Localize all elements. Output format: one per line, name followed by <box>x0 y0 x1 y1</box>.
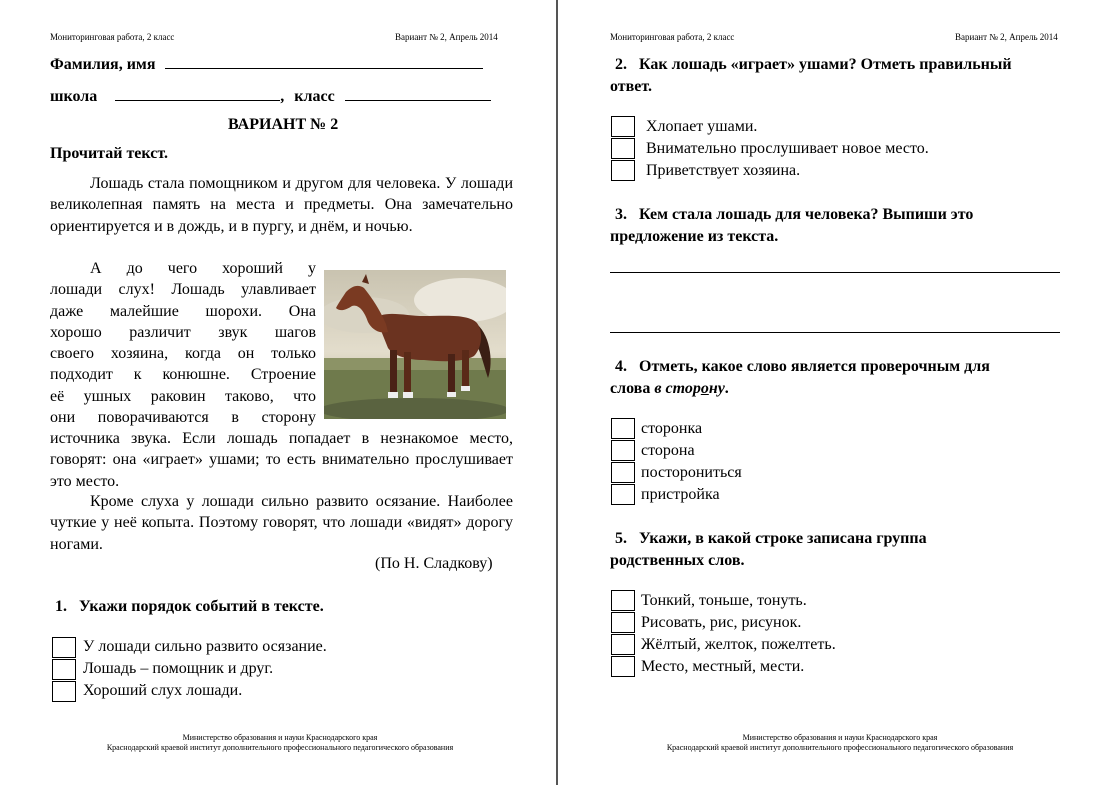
question-5-cont: родственных слов. <box>610 552 745 569</box>
p2-line: хорошо различит звук шагов <box>50 323 316 341</box>
question-4-cont <box>610 378 729 400</box>
q5-answer-box-3[interactable] <box>611 634 635 655</box>
instruction: Прочитай текст. <box>50 145 168 162</box>
q4-option: сторона <box>641 442 695 459</box>
q4-word-c: ну <box>708 380 725 397</box>
school-field <box>50 86 491 106</box>
question-number: 5. <box>615 530 627 547</box>
footer-institute: Краснодарский краевой институт дополнительного профессионального педагогического образования <box>106 743 454 752</box>
p2-line: А до чего хороший у <box>90 260 316 277</box>
q4-answer-box-2[interactable] <box>611 440 635 461</box>
q4-option: сторонка <box>641 420 703 437</box>
name-input-line[interactable] <box>165 54 483 69</box>
q4-answer-box-4[interactable] <box>611 484 635 505</box>
q4-word-b: о <box>700 380 709 397</box>
question-number: 1. <box>55 598 67 615</box>
q1-option: У лошади сильно развито осязание. <box>83 638 327 655</box>
fio-label: Фамилия, имя <box>50 56 156 73</box>
q4-answer-box-3[interactable] <box>611 462 635 483</box>
question-text: Отметь, какое слово является проверочным для <box>639 358 990 375</box>
q4-option: посторониться <box>641 464 742 481</box>
footer-ministry: Министерство образования и науки Краснодарского края <box>182 733 378 742</box>
source-attribution: (По Н. Сладкову) <box>375 555 493 572</box>
q2-option: Хлопает ушами. <box>646 118 758 135</box>
question-text: Кем стала лошадь для человека? Выпиши это <box>639 206 974 223</box>
q5-option: Жёлтый, желток, пожелтеть. <box>641 636 836 653</box>
name-field <box>50 54 483 74</box>
q5-option: Место, местный, мести. <box>641 658 805 675</box>
p2-line: своего хозяина, когда он только <box>50 345 316 363</box>
page-divider <box>556 0 558 785</box>
q4-word-a: в стор <box>654 380 701 397</box>
footer-ministry: Министерство образования и науки Краснодарского края <box>742 733 938 742</box>
paragraph-2-wrap <box>50 258 316 428</box>
p2-line: они поворачиваются в сторону <box>50 409 316 427</box>
q4-prefix: слова <box>610 380 655 397</box>
question-number: 4. <box>615 358 627 375</box>
footer-institute: Краснодарский краевой институт дополнительного профессионального педагогического образования <box>666 743 1014 752</box>
question-text: Укажи, в какой строке записана группа <box>639 530 927 547</box>
question-text: Как лошадь «играет» ушами? Отметь правильный <box>639 56 1012 73</box>
answer-line-2[interactable] <box>610 332 1060 333</box>
q1-answer-box-3[interactable] <box>52 681 76 702</box>
class-input-line[interactable] <box>345 86 491 101</box>
variant-title: ВАРИАНТ № 2 <box>228 116 339 133</box>
p2-line: лошади слух! Лошадь улавливает <box>50 281 316 299</box>
comma: , <box>280 88 285 105</box>
q5-option: Рисовать, рис, рисунок. <box>641 614 802 631</box>
q1-answer-box-2[interactable] <box>52 659 76 680</box>
q1-option: Хороший слух лошади. <box>83 682 243 699</box>
p2-line: подходит к конюшне. Строение <box>50 366 316 384</box>
p2-line: её ушных раковин таково, что <box>50 387 316 405</box>
paragraph-1: Лошадь стала помощником и другом для человека. У лошади великолепная память на места и предметы. Она замечательно ориентируется и в дождь, и в пургу, и днём, и ночью. <box>50 175 513 235</box>
answer-line-1[interactable] <box>610 272 1060 273</box>
header-right: Вариант № 2, Апрель 2014 <box>955 32 1058 42</box>
question-number: 3. <box>615 206 627 223</box>
q2-answer-box-1[interactable] <box>611 116 635 137</box>
footer <box>50 733 510 753</box>
question-1 <box>55 596 324 618</box>
q2-option: Внимательно прослушивает новое место. <box>646 140 929 157</box>
footer <box>610 733 1070 753</box>
q4-word-end: . <box>724 380 729 397</box>
question-4 <box>615 356 990 378</box>
paragraph-3: Кроме слуха у лошади сильно развито осязание. Наиболее чуткие у неё копыта. Поэтому говорят, что лошади «видят» дорогу ногами. <box>50 493 513 553</box>
q4-option: пристройка <box>641 486 720 503</box>
q1-option: Лошадь – помощник и друг. <box>83 660 274 677</box>
class-label: класс <box>294 88 335 105</box>
horse-image <box>324 270 506 419</box>
header-left: Мониторинговая работа, 2 класс <box>610 32 735 42</box>
q5-answer-box-4[interactable] <box>611 656 635 677</box>
header-left: Мониторинговая работа, 2 класс <box>50 32 175 42</box>
question-3 <box>615 204 973 226</box>
q5-option: Тонкий, тоньше, тонуть. <box>641 592 807 609</box>
header-right: Вариант № 2, Апрель 2014 <box>395 32 498 42</box>
question-2 <box>615 54 1012 76</box>
question-text: Укажи порядок событий в тексте. <box>79 598 324 615</box>
paragraph-2-rest: источника звука. Если лошадь попадает в незнакомое место, говорят: она «играет» ушами; то есть внимательно прослушивает это место. <box>50 430 513 490</box>
q1-answer-box-1[interactable] <box>52 637 76 658</box>
q5-answer-box-2[interactable] <box>611 612 635 633</box>
question-number: 2. <box>615 56 627 73</box>
question-5 <box>615 528 927 550</box>
question-3-cont: предложение из текста. <box>610 228 779 245</box>
q4-answer-box-1[interactable] <box>611 418 635 439</box>
q2-option: Приветствует хозяина. <box>646 162 801 179</box>
q5-answer-box-1[interactable] <box>611 590 635 611</box>
school-input-line[interactable] <box>115 86 280 101</box>
q2-answer-box-3[interactable] <box>611 160 635 181</box>
school-label: школа <box>50 88 98 105</box>
p2-line: даже малейшие шорохи. Она <box>50 302 316 320</box>
q2-answer-box-2[interactable] <box>611 138 635 159</box>
question-2-cont: ответ. <box>610 78 653 95</box>
